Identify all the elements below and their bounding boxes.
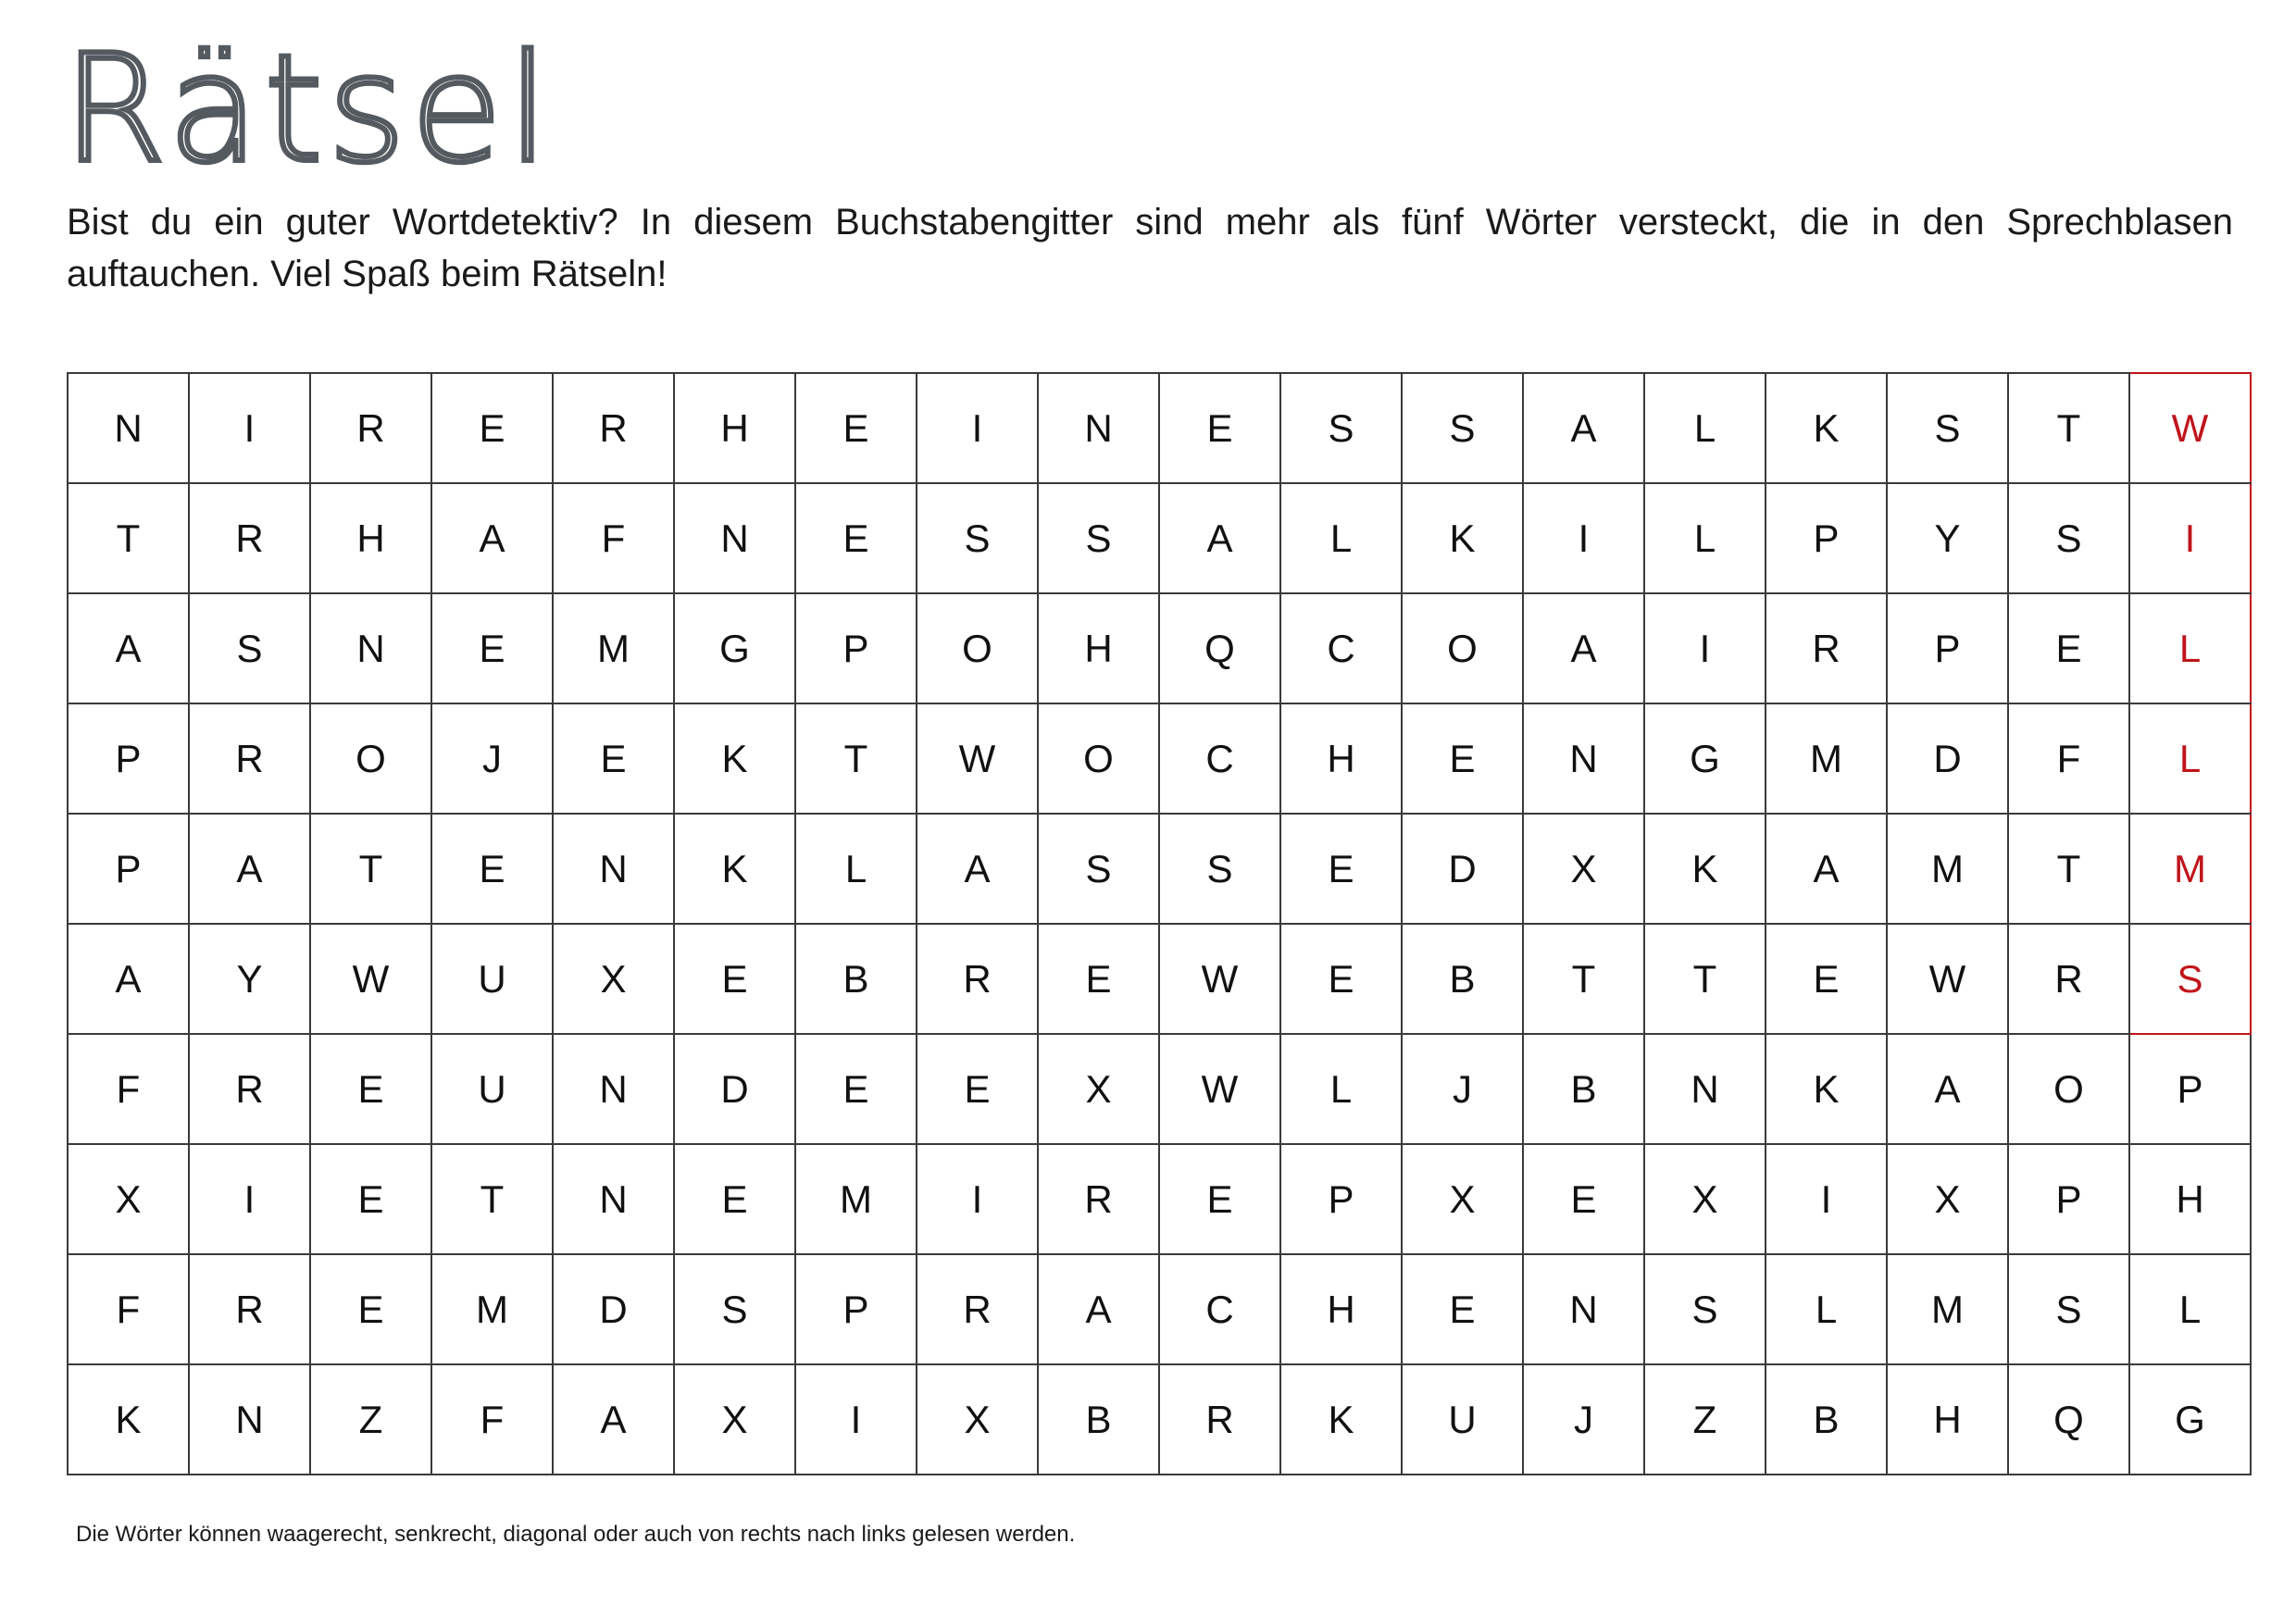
- grid-cell: E: [795, 1034, 917, 1144]
- grid-cell: X: [674, 1364, 795, 1475]
- grid-cell: F: [553, 483, 674, 593]
- grid-cell: S: [1159, 814, 1280, 924]
- grid-cell: R: [310, 373, 431, 483]
- grid-cell: U: [431, 1034, 553, 1144]
- grid-cell: E: [1766, 924, 1887, 1034]
- grid-cell: R: [189, 1254, 310, 1364]
- grid-cell: S: [674, 1254, 795, 1364]
- grid-cell: I: [1766, 1144, 1887, 1254]
- grid-cell: P: [2129, 1034, 2251, 1144]
- page-title: Rätsel: [63, 22, 555, 195]
- grid-cell: Z: [310, 1364, 431, 1475]
- grid-cell: U: [1402, 1364, 1523, 1475]
- grid-cell: Y: [189, 924, 310, 1034]
- grid-cell: R: [553, 373, 674, 483]
- grid-cell: E: [1402, 703, 1523, 814]
- grid-cell: E: [431, 593, 553, 703]
- grid-cell: H: [1280, 703, 1402, 814]
- grid-cell: O: [917, 593, 1038, 703]
- grid-cell: N: [674, 483, 795, 593]
- grid-cell: L: [1280, 1034, 1402, 1144]
- grid-cell: E: [1402, 1254, 1523, 1364]
- grid-cell: T: [2008, 814, 2129, 924]
- grid-cell: K: [1280, 1364, 1402, 1475]
- grid-cell: W: [1159, 1034, 1280, 1144]
- grid-cell: I: [189, 373, 310, 483]
- grid-cell: E: [1038, 924, 1159, 1034]
- grid-cell: N: [1038, 373, 1159, 483]
- grid-cell: A: [1766, 814, 1887, 924]
- grid-cell: S: [1402, 373, 1523, 483]
- grid-cell: A: [189, 814, 310, 924]
- grid-cell: F: [2008, 703, 2129, 814]
- grid-cell: K: [68, 1364, 189, 1475]
- grid-cell: A: [1887, 1034, 2008, 1144]
- grid-cell: R: [189, 703, 310, 814]
- grid-cell: S: [1038, 814, 1159, 924]
- grid-cell: W: [310, 924, 431, 1034]
- grid-cell: E: [1159, 1144, 1280, 1254]
- grid-cell: N: [553, 1034, 674, 1144]
- grid-cell: I: [917, 1144, 1038, 1254]
- grid-cell: I: [795, 1364, 917, 1475]
- grid-cell: P: [2008, 1144, 2129, 1254]
- grid-cell: X: [1644, 1144, 1766, 1254]
- grid-cell: S: [189, 593, 310, 703]
- grid-cell: E: [795, 483, 917, 593]
- grid-cell: M: [1887, 1254, 2008, 1364]
- grid-cell: N: [1523, 703, 1644, 814]
- grid-cell: H: [2129, 1144, 2251, 1254]
- grid-cell: P: [68, 703, 189, 814]
- grid-cell-highlighted: S: [2129, 924, 2251, 1034]
- grid-cell: H: [1038, 593, 1159, 703]
- grid-cell: S: [917, 483, 1038, 593]
- grid-cell: R: [1766, 593, 1887, 703]
- grid-cell: H: [310, 483, 431, 593]
- grid-cell: M: [1887, 814, 2008, 924]
- grid-cell: C: [1159, 1254, 1280, 1364]
- grid-cell: J: [431, 703, 553, 814]
- grid-cell: A: [917, 814, 1038, 924]
- grid-cell: L: [1280, 483, 1402, 593]
- grid-cell: R: [2008, 924, 2129, 1034]
- grid-cell: N: [553, 814, 674, 924]
- grid-cell: X: [1523, 814, 1644, 924]
- grid-cell: P: [1280, 1144, 1402, 1254]
- grid-cell: D: [1887, 703, 2008, 814]
- grid-cell: F: [431, 1364, 553, 1475]
- grid-row: [68, 483, 2251, 593]
- grid-cell-highlighted: L: [2129, 703, 2251, 814]
- grid-cell: E: [310, 1144, 431, 1254]
- grid-cell: E: [431, 814, 553, 924]
- grid-cell: S: [1887, 373, 2008, 483]
- grid-cell: P: [1887, 593, 2008, 703]
- grid-cell: T: [1644, 924, 1766, 1034]
- intro-text: Bist du ein guter Wortdetektiv? In diesem Buchstabengitter sind mehr als fünf Wörter versteckt, die in den Sprechblasen auftauchen. Viel Spaß beim Rätseln!: [67, 202, 2233, 294]
- grid-cell: G: [1644, 703, 1766, 814]
- grid-cell: E: [674, 1144, 795, 1254]
- grid-cell: S: [1280, 373, 1402, 483]
- grid-cell: C: [1280, 593, 1402, 703]
- grid-cell-highlighted: M: [2129, 814, 2251, 924]
- grid-cell: A: [1523, 373, 1644, 483]
- grid-cell: D: [553, 1254, 674, 1364]
- letter-grid: [67, 372, 2252, 1475]
- grid-cell: E: [431, 373, 553, 483]
- grid-row: [68, 593, 2251, 703]
- grid-row: [68, 703, 2251, 814]
- grid-cell: N: [553, 1144, 674, 1254]
- grid-cell: S: [2008, 1254, 2129, 1364]
- grid-cell: A: [1159, 483, 1280, 593]
- grid-cell: A: [1523, 593, 1644, 703]
- grid-cell: T: [68, 483, 189, 593]
- grid-cell: A: [68, 924, 189, 1034]
- grid-cell: I: [189, 1144, 310, 1254]
- grid-cell: X: [1038, 1034, 1159, 1144]
- grid-cell: S: [1038, 483, 1159, 593]
- grid-cell: K: [1766, 1034, 1887, 1144]
- grid-cell: C: [1159, 703, 1280, 814]
- grid-cell: T: [1523, 924, 1644, 1034]
- grid-cell: E: [795, 373, 917, 483]
- grid-cell: N: [1644, 1034, 1766, 1144]
- grid-cell: E: [1523, 1144, 1644, 1254]
- grid-cell: B: [795, 924, 917, 1034]
- grid-cell: W: [1887, 924, 2008, 1034]
- grid-cell: Q: [2008, 1364, 2129, 1475]
- grid-cell: N: [1523, 1254, 1644, 1364]
- grid-cell: E: [674, 924, 795, 1034]
- grid-cell: T: [795, 703, 917, 814]
- grid-cell: B: [1766, 1364, 1887, 1475]
- grid-cell: O: [310, 703, 431, 814]
- grid-cell: O: [1038, 703, 1159, 814]
- grid-cell: Z: [1644, 1364, 1766, 1475]
- grid-cell: X: [1402, 1144, 1523, 1254]
- grid-cell: M: [795, 1144, 917, 1254]
- grid-row: [68, 1364, 2251, 1475]
- grid-cell: R: [1159, 1364, 1280, 1475]
- grid-cell: G: [2129, 1364, 2251, 1475]
- grid-cell: B: [1402, 924, 1523, 1034]
- grid-cell: L: [1766, 1254, 1887, 1364]
- grid-cell: U: [431, 924, 553, 1034]
- grid-cell: H: [1887, 1364, 2008, 1475]
- grid-cell-highlighted: L: [2129, 593, 2251, 703]
- grid-cell: A: [553, 1364, 674, 1475]
- grid-cell: K: [674, 814, 795, 924]
- grid-cell: X: [1887, 1144, 2008, 1254]
- grid-cell: J: [1402, 1034, 1523, 1144]
- grid-cell: E: [1280, 814, 1402, 924]
- grid-cell: S: [1644, 1254, 1766, 1364]
- grid-cell-highlighted: I: [2129, 483, 2251, 593]
- grid-cell: A: [68, 593, 189, 703]
- grid-cell: L: [2129, 1254, 2251, 1364]
- grid-row: [68, 924, 2251, 1034]
- grid-cell: M: [1766, 703, 1887, 814]
- grid-row: [68, 1034, 2251, 1144]
- grid-cell: F: [68, 1254, 189, 1364]
- grid-cell: P: [68, 814, 189, 924]
- grid-cell: N: [310, 593, 431, 703]
- grid-cell: P: [795, 593, 917, 703]
- grid-cell: E: [1159, 373, 1280, 483]
- grid-cell: I: [1523, 483, 1644, 593]
- grid-cell: A: [1038, 1254, 1159, 1364]
- grid-cell: D: [674, 1034, 795, 1144]
- grid-cell: N: [68, 373, 189, 483]
- grid-row: [68, 814, 2251, 924]
- grid-cell: O: [1402, 593, 1523, 703]
- grid-cell: W: [1159, 924, 1280, 1034]
- grid-cell: S: [2008, 483, 2129, 593]
- grid-cell: R: [189, 1034, 310, 1144]
- grid-cell: H: [1280, 1254, 1402, 1364]
- grid-cell: Y: [1887, 483, 2008, 593]
- grid-cell: L: [1644, 373, 1766, 483]
- grid-cell: D: [1402, 814, 1523, 924]
- grid-cell-highlighted: W: [2129, 373, 2251, 483]
- grid-cell: T: [310, 814, 431, 924]
- grid-cell: K: [1644, 814, 1766, 924]
- footnote: Die Wörter können waagerecht, senkrecht, diagonal oder auch von rechts nach links gelesen werden.: [76, 1522, 1076, 1547]
- grid-cell: E: [553, 703, 674, 814]
- grid-cell: H: [674, 373, 795, 483]
- grid-cell: B: [1523, 1034, 1644, 1144]
- grid-cell: E: [310, 1034, 431, 1144]
- grid-cell: X: [553, 924, 674, 1034]
- grid-cell: Q: [1159, 593, 1280, 703]
- grid-cell: L: [1644, 483, 1766, 593]
- grid-cell: M: [553, 593, 674, 703]
- grid-cell: K: [674, 703, 795, 814]
- grid-cell: K: [1766, 373, 1887, 483]
- grid-cell: N: [189, 1364, 310, 1475]
- grid-row: [68, 373, 2251, 483]
- grid-cell: E: [2008, 593, 2129, 703]
- grid-cell: F: [68, 1034, 189, 1144]
- grid-cell: R: [1038, 1144, 1159, 1254]
- grid-cell: R: [917, 1254, 1038, 1364]
- grid-cell: T: [431, 1144, 553, 1254]
- grid-cell: E: [917, 1034, 1038, 1144]
- grid-cell: R: [189, 483, 310, 593]
- grid-cell: M: [431, 1254, 553, 1364]
- grid-cell: L: [795, 814, 917, 924]
- grid-cell: X: [917, 1364, 1038, 1475]
- grid-cell: P: [1766, 483, 1887, 593]
- grid-row: [68, 1254, 2251, 1364]
- grid-cell: J: [1523, 1364, 1644, 1475]
- grid-cell: X: [68, 1144, 189, 1254]
- grid-cell: W: [917, 703, 1038, 814]
- grid-cell: G: [674, 593, 795, 703]
- grid-cell: I: [917, 373, 1038, 483]
- grid-row: [68, 1144, 2251, 1254]
- grid-cell: K: [1402, 483, 1523, 593]
- grid-cell: R: [917, 924, 1038, 1034]
- grid-cell: P: [795, 1254, 917, 1364]
- grid-cell: A: [431, 483, 553, 593]
- grid-cell: B: [1038, 1364, 1159, 1475]
- grid-cell: T: [2008, 373, 2129, 483]
- grid-cell: O: [2008, 1034, 2129, 1144]
- grid-cell: E: [310, 1254, 431, 1364]
- grid-cell: E: [1280, 924, 1402, 1034]
- grid-cell: I: [1644, 593, 1766, 703]
